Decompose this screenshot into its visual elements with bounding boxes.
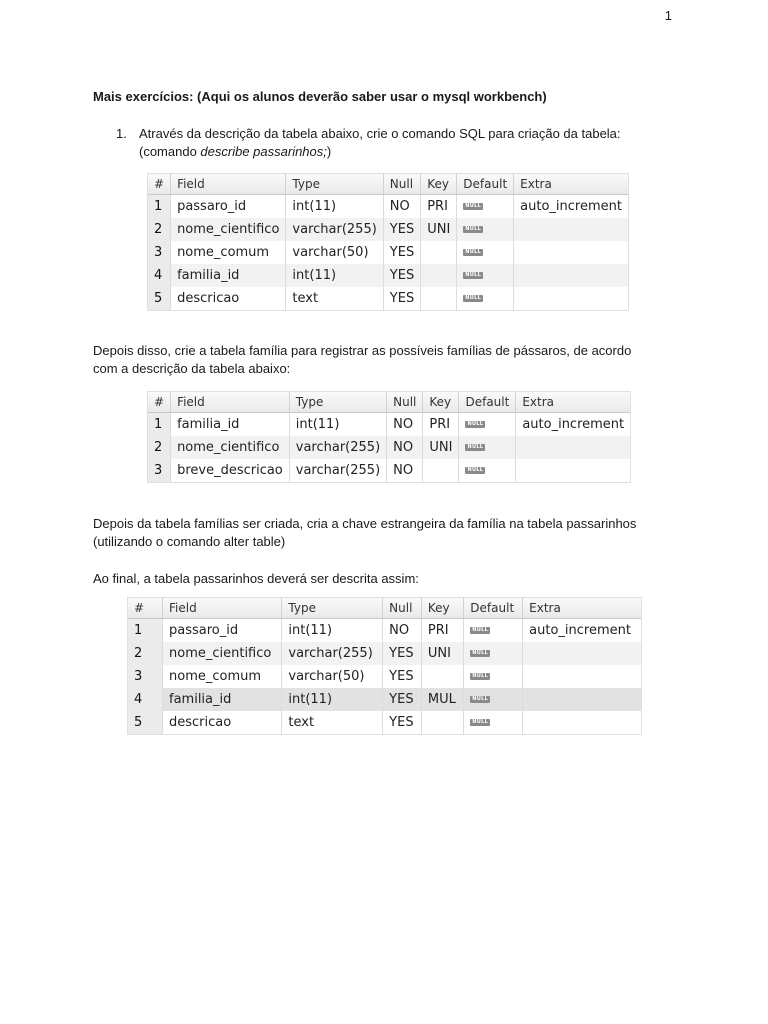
cell-key: UNI xyxy=(421,642,463,665)
table-header-row xyxy=(148,174,628,195)
cell-null: YES xyxy=(383,688,422,711)
cell-field: familia_id xyxy=(163,688,282,711)
paragraph-final-description: Ao final, a tabela passarinhos deverá ser descrita assim: xyxy=(93,571,419,586)
null-badge: NULL xyxy=(465,249,482,255)
cell-null: YES xyxy=(383,665,422,688)
cell-null: YES xyxy=(383,264,420,287)
cell-type: int(11) xyxy=(286,264,383,287)
cell-default xyxy=(464,619,523,643)
column-header-null[interactable]: Null xyxy=(383,598,422,619)
cell-index: 2 xyxy=(148,436,171,459)
column-header-extra[interactable]: Extra xyxy=(514,174,628,195)
column-header-key[interactable]: Key xyxy=(421,174,457,195)
cell-type: varchar(255) xyxy=(289,436,386,459)
table-passarinhos-final-describe xyxy=(128,598,641,734)
column-header-field[interactable]: Field xyxy=(171,392,290,413)
cell-field: nome_cientifico xyxy=(171,218,286,241)
cell-field: passaro_id xyxy=(163,619,282,643)
column-header-index[interactable]: # xyxy=(148,392,171,413)
column-header-type[interactable]: Type xyxy=(289,392,386,413)
cell-key: UNI xyxy=(421,218,457,241)
cell-extra xyxy=(514,218,628,241)
null-badge: NULL xyxy=(472,627,489,633)
cell-field: nome_comum xyxy=(163,665,282,688)
cell-index: 4 xyxy=(148,264,171,287)
cell-extra: auto_increment xyxy=(523,619,641,643)
item-number: 1. xyxy=(116,126,127,141)
page-number: 1 xyxy=(664,8,672,23)
column-header-field[interactable]: Field xyxy=(163,598,282,619)
null-badge: NULL xyxy=(465,272,482,278)
null-badge: NULL xyxy=(467,444,484,450)
cell-index: 3 xyxy=(148,241,171,264)
cell-index: 1 xyxy=(148,413,171,437)
table-row[interactable] xyxy=(148,195,628,219)
column-header-default[interactable]: Default xyxy=(464,598,523,619)
cell-extra xyxy=(516,436,630,459)
column-header-type[interactable]: Type xyxy=(286,174,383,195)
table-row[interactable] xyxy=(128,619,641,643)
column-header-index[interactable]: # xyxy=(148,174,171,195)
table-row[interactable] xyxy=(148,287,628,310)
cell-type: int(11) xyxy=(282,619,383,643)
cell-field: familia_id xyxy=(171,413,290,437)
cell-type: varchar(50) xyxy=(282,665,383,688)
cell-key: PRI xyxy=(421,195,457,219)
cell-extra: auto_increment xyxy=(516,413,630,437)
cell-field: descricao xyxy=(163,711,282,734)
item-line-2-suffix: ) xyxy=(326,144,332,159)
cell-default xyxy=(464,642,523,665)
cell-type: varchar(255) xyxy=(282,642,383,665)
cell-extra xyxy=(516,459,630,482)
cell-index: 3 xyxy=(148,459,171,482)
cell-extra xyxy=(523,665,641,688)
cell-type: int(11) xyxy=(286,195,383,219)
cell-index: 2 xyxy=(148,218,171,241)
null-badge: NULL xyxy=(465,295,482,301)
table-passarinhos-describe xyxy=(148,174,628,310)
cell-type: varchar(255) xyxy=(286,218,383,241)
cell-type: text xyxy=(286,287,383,310)
null-badge: NULL xyxy=(472,696,489,702)
cell-key xyxy=(421,665,463,688)
cell-field: nome_cientifico xyxy=(163,642,282,665)
cell-null: NO xyxy=(383,619,422,643)
cell-index: 5 xyxy=(148,287,171,310)
table-row[interactable] xyxy=(148,218,628,241)
cell-null: YES xyxy=(383,218,420,241)
null-badge: NULL xyxy=(472,673,489,679)
item-line-2-prefix: (comando xyxy=(139,144,201,159)
column-header-extra[interactable]: Extra xyxy=(523,598,641,619)
cell-key xyxy=(423,459,459,482)
cell-key xyxy=(421,264,457,287)
table-row[interactable] xyxy=(128,711,641,734)
cell-default xyxy=(464,665,523,688)
column-header-key[interactable]: Key xyxy=(423,392,459,413)
cell-default xyxy=(457,241,514,264)
null-badge: NULL xyxy=(467,421,484,427)
cell-default xyxy=(464,711,523,734)
cell-null: YES xyxy=(383,711,422,734)
cell-default xyxy=(459,459,516,482)
cell-field: passaro_id xyxy=(171,195,286,219)
cell-key xyxy=(421,241,457,264)
cell-default xyxy=(464,688,523,711)
cell-default xyxy=(457,195,514,219)
cell-type: int(11) xyxy=(289,413,386,437)
table-row[interactable] xyxy=(148,436,630,459)
cell-key: PRI xyxy=(421,619,463,643)
column-header-field[interactable]: Field xyxy=(171,174,286,195)
table-familia-describe xyxy=(148,392,630,482)
command-name: describe passarinhos; xyxy=(200,144,327,159)
cell-extra xyxy=(523,711,641,734)
table-row[interactable] xyxy=(148,413,630,437)
table-row[interactable] xyxy=(128,642,641,665)
cell-index: 4 xyxy=(128,688,163,711)
cell-null: YES xyxy=(383,241,420,264)
cell-field: descricao xyxy=(171,287,286,310)
cell-index: 1 xyxy=(148,195,171,219)
null-badge: NULL xyxy=(472,719,489,725)
column-header-index[interactable]: # xyxy=(128,598,163,619)
cell-field: breve_descricao xyxy=(171,459,290,482)
cell-default xyxy=(459,413,516,437)
column-header-default[interactable]: Default xyxy=(457,174,514,195)
cell-index: 1 xyxy=(128,619,163,643)
table-header-row xyxy=(128,598,641,619)
cell-index: 5 xyxy=(128,711,163,734)
table-header-row xyxy=(148,392,630,413)
cell-index: 3 xyxy=(128,665,163,688)
cell-key: PRI xyxy=(423,413,459,437)
cell-default xyxy=(457,218,514,241)
cell-null: YES xyxy=(383,642,422,665)
cell-type: varchar(255) xyxy=(289,459,386,482)
cell-default xyxy=(457,287,514,310)
column-header-type[interactable]: Type xyxy=(282,598,383,619)
cell-key: UNI xyxy=(423,436,459,459)
cell-default xyxy=(457,264,514,287)
cell-extra xyxy=(523,642,641,665)
cell-extra xyxy=(523,688,641,711)
table-row[interactable] xyxy=(128,665,641,688)
cell-null: NO xyxy=(387,459,423,482)
cell-null: YES xyxy=(383,287,420,310)
cell-key xyxy=(421,711,463,734)
cell-extra: auto_increment xyxy=(514,195,628,219)
cell-null: NO xyxy=(387,413,423,437)
table-row[interactable] xyxy=(148,264,628,287)
cell-key: MUL xyxy=(421,688,463,711)
paragraph-foreign-key-instructions: Depois da tabela famílias ser criada, cria a chave estrangeira da família na tabela passarinhos (utilizando o comando alter table) xyxy=(93,516,637,549)
item-line-1: Através da descrição da tabela abaixo, crie o comando SQL para criação da tabela: xyxy=(139,126,621,141)
cell-index: 2 xyxy=(128,642,163,665)
null-badge: NULL xyxy=(472,650,489,656)
exercise-item-1 xyxy=(116,125,676,161)
table-row[interactable] xyxy=(148,459,630,482)
cell-key xyxy=(421,287,457,310)
cell-extra xyxy=(514,241,628,264)
table-row[interactable] xyxy=(128,688,641,711)
cell-type: varchar(50) xyxy=(286,241,383,264)
null-badge: NULL xyxy=(465,203,482,209)
cell-type: int(11) xyxy=(282,688,383,711)
cell-field: nome_cientifico xyxy=(171,436,290,459)
column-header-null[interactable]: Null xyxy=(383,174,420,195)
exercise-heading: Mais exercícios: (Aqui os alunos deverão saber usar o mysql workbench) xyxy=(93,89,547,104)
cell-default xyxy=(459,436,516,459)
null-badge: NULL xyxy=(467,467,484,473)
column-header-key[interactable]: Key xyxy=(421,598,463,619)
item-line-2 xyxy=(139,143,676,161)
column-header-default[interactable]: Default xyxy=(459,392,516,413)
column-header-extra[interactable]: Extra xyxy=(516,392,630,413)
cell-type: text xyxy=(282,711,383,734)
table-row[interactable] xyxy=(148,241,628,264)
cell-field: nome_comum xyxy=(171,241,286,264)
null-badge: NULL xyxy=(465,226,482,232)
column-header-null[interactable]: Null xyxy=(387,392,423,413)
cell-field: familia_id xyxy=(171,264,286,287)
cell-extra xyxy=(514,264,628,287)
cell-null: NO xyxy=(383,195,420,219)
cell-null: NO xyxy=(387,436,423,459)
paragraph-familia-instructions: Depois disso, crie a tabela família para registrar as possíveis famílias de pássaros, de acordo com a descrição da tabela abaixo: xyxy=(93,343,632,376)
cell-extra xyxy=(514,287,628,310)
item-text xyxy=(139,125,676,161)
